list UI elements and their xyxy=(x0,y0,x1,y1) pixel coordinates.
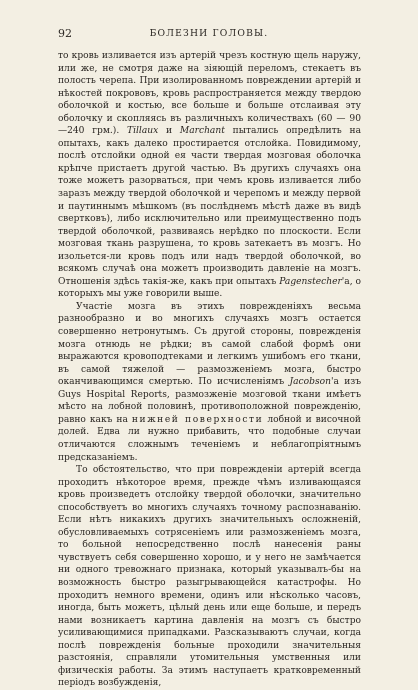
running-head: БОЛЕЗНИ ГОЛОВЫ. xyxy=(149,28,269,39)
page-header xyxy=(58,27,360,43)
author-name-marchant: Marchant xyxy=(179,126,225,137)
spaced-emphasis: нижней поверхности xyxy=(131,414,264,425)
author-name-pagenstecher: Pagenstecher xyxy=(279,276,342,287)
page-number: 92 xyxy=(58,27,72,40)
paragraph-1-text-c: пытались опредѣлить на опытахъ, какъ далеко простирается отслойка. Повидимому, послѣ отслойки одной ея части твердая мозговая оболочка крѣпче пристаетъ другой частью. Въ другихъ случаяхъ она тоже можетъ разорваться, при чемъ кровь изливается либо заразъ между твердой оболочкой и черепомъ и между первой и паутиннымъ мѣшкомъ (въ послѣднемъ мѣстѣ даже въ видѣ свертковъ), либо исключительно или преимущественно подъ твердой оболочкой, развиваясь нерѣдко по плоскости. Если мозговая ткань разрушена, то кровь затекаетъ въ мозгъ. Но изольется-ли кровь подъ или надъ твердой оболочкой, во всякомъ случаѣ она можетъ производить давленіе на мозгъ. Отношенія здѣсь такія-же, какъ при опытахъ xyxy=(58,126,361,287)
paragraph-1-text-d: 'а, о которыхъ мы уже говорили выше. xyxy=(58,276,361,300)
paragraph-2-text-b: 'а изъ Guys Hospital Reports, размозженіе мозговой ткани имѣетъ мѣсто на лобной половинѣ, противоположной поврежденію, равно какъ на xyxy=(58,377,361,425)
body-text xyxy=(58,50,361,690)
paragraph-2-text-c: лобной и височной долей. Едва ли нужно прибавить, что подобные случаи отличаются сложнымъ теченіемъ и неблагопріятнымъ предсказаніемъ. xyxy=(58,414,361,463)
paragraph-3-text-a: То обстоятельство, что при поврежденіи артерій всегда проходитъ нѣкоторое время, прежде чѣмъ изливающаяся кровь произведетъ отслойку твердой оболочки, значительно способствуетъ во многихъ случаяхъ точному распознаванію. Если нѣтъ никакихъ другихъ значительныхъ осложненій, обусловливаемыхъ сотрясеніемъ или размозженіемъ мозга, то больной непосредственно послѣ нанесенія раны чувствуетъ себя совершенно хорошо, и у него не замѣчается ни одного тревожнаго признака, который указывалъ-бы на возможность быстро разыгрывающейся катастрофы. Но проходитъ немного времени, одинъ или нѣсколько часовъ, иногда, быть можетъ, цѣлый день или еще больше, и передъ нами возникаетъ картина давленія на мозгъ съ быстро усиливающимися припадками. Разсказываютъ случаи, когда послѣ поврежденія больные проходили значительныя разстоянія, справляли утомительныя умственныя или физическія работы. За этимъ наступаетъ кратковременный періодъ возбужденія, xyxy=(58,465,361,689)
paragraph-2-text-a: Участіе мозга въ этихъ поврежденіяхъ весьма разнообразно и во многихъ случаяхъ мозгъ остается совершенно нетронутымъ. Съ другой стороны, поврежденія мозга отнюдь не рѣдки; въ самой слабой формѣ они выражаются кровоподтеками и легкимъ ушибомъ его ткани, въ самой тяжелой — размозженіемъ мозга, быстро оканчивающимся смертью. По исчисленіямъ xyxy=(58,301,361,388)
author-name-jacobson: Jacobson xyxy=(289,377,331,388)
paragraph-1-text-a: то кровь изливается изъ артерій чрезъ костную щель наружу, или же, не смотря даже на зіяющій переломъ, стекаетъ въ полость черепа. При изолированномъ повреждении артерій и нѣкостей покрововъ, кровь распространяется между твердою оболочкой и костью, все больше и больше отслаивая эту оболочку и скопляясь въ различныхъ количествахъ (60 — 90—240 грм.). xyxy=(58,51,361,137)
paragraph-2 xyxy=(58,301,361,464)
paragraph-1-text-b: и xyxy=(158,126,180,137)
author-name-tillaux: Tillaux xyxy=(127,126,159,137)
paragraph-3 xyxy=(58,464,361,690)
paragraph-1 xyxy=(58,50,361,301)
